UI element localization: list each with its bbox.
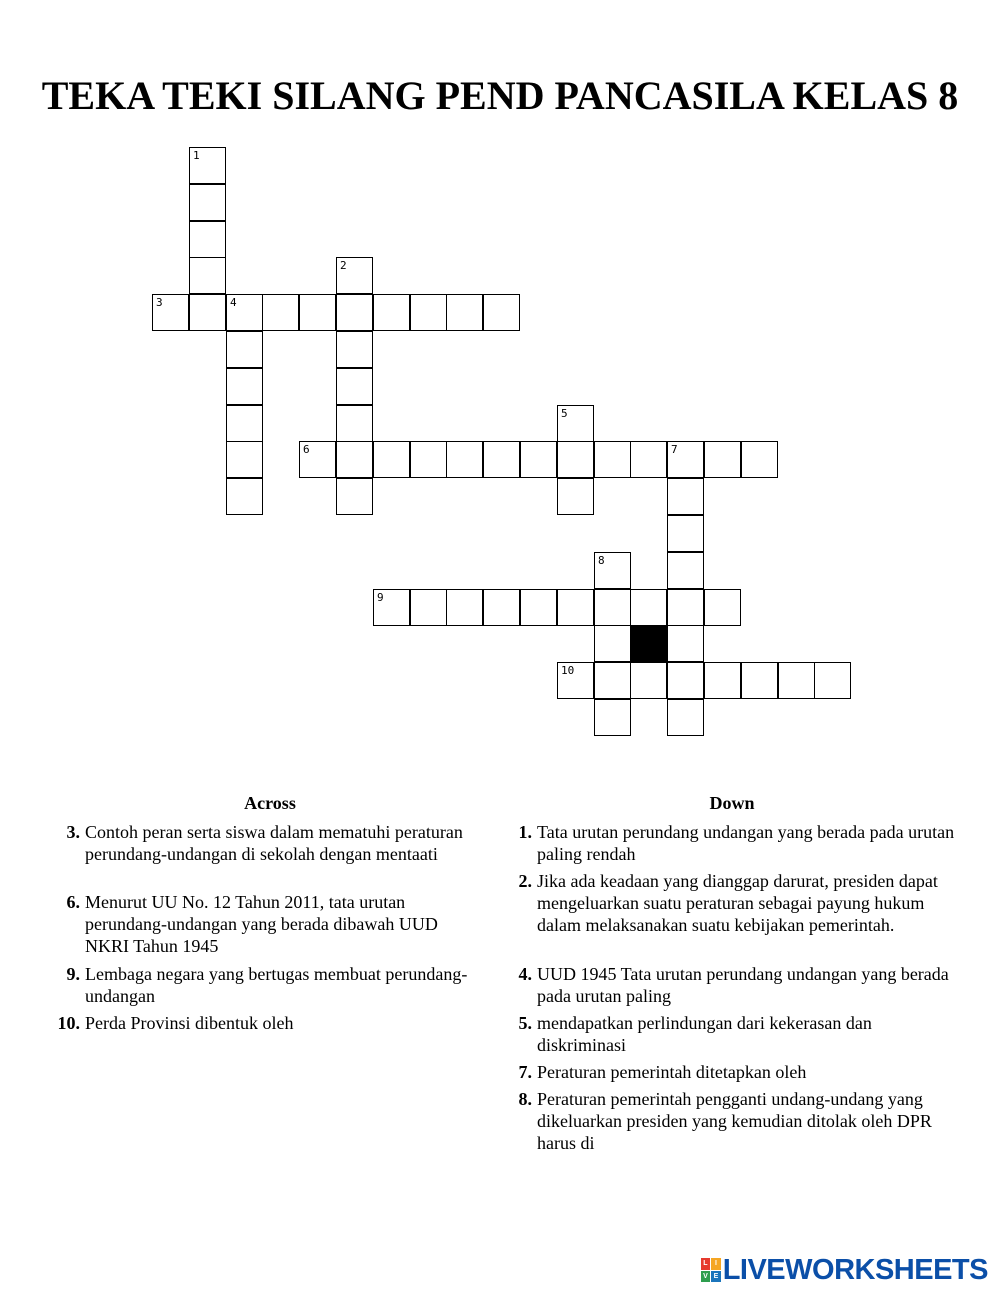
liveworksheets-icon: [701, 1258, 721, 1282]
cell-input[interactable]: [374, 590, 409, 625]
crossword-cell[interactable]: [594, 625, 631, 662]
cell-number: 7: [671, 443, 678, 456]
cell-input[interactable]: [668, 479, 703, 514]
crossword-cell[interactable]: [814, 662, 851, 699]
cell-input[interactable]: [705, 590, 740, 625]
cell-input[interactable]: [521, 590, 556, 625]
cell-number: 2: [340, 259, 347, 272]
cell-input[interactable]: [300, 295, 335, 330]
cell-input[interactable]: [742, 663, 777, 698]
crossword-cell[interactable]: [667, 625, 704, 662]
cell-input[interactable]: [668, 663, 703, 698]
clue-number: 10.: [57, 1013, 80, 1033]
crossword-cell[interactable]: [446, 294, 483, 331]
clue-number: 7.: [518, 1062, 532, 1082]
page-title: TEKA TEKI SILANG PEND PANCASILA KELAS 8: [41, 73, 959, 118]
clue-number: 5.: [518, 1013, 532, 1033]
clue-number: 6.: [66, 892, 80, 912]
crossword-cell[interactable]: [557, 405, 594, 442]
cell-input[interactable]: [227, 442, 262, 477]
crossword-cell[interactable]: [557, 662, 594, 699]
cell-input[interactable]: [337, 295, 372, 330]
cell-input[interactable]: [558, 479, 593, 514]
crossword-cell[interactable]: [741, 441, 778, 478]
cell-input[interactable]: [742, 442, 777, 477]
clue-text: mendapatkan perlindungan dari kekerasan dan diskriminasi: [537, 1013, 872, 1055]
cell-number: 3: [156, 296, 163, 309]
crossword-cell[interactable]: [336, 405, 373, 442]
crossword-cell[interactable]: [483, 294, 520, 331]
cell-input[interactable]: [337, 479, 372, 514]
crossword-cell[interactable]: [667, 441, 704, 478]
cell-input[interactable]: [595, 663, 630, 698]
cell-input[interactable]: [668, 700, 703, 735]
cell-input[interactable]: [779, 663, 814, 698]
clue-text: Peraturan pemerintah ditetapkan oleh: [537, 1062, 807, 1082]
cell-input[interactable]: [300, 442, 335, 477]
clue-text: Perda Provinsi dibentuk oleh: [85, 1013, 294, 1033]
cell-input[interactable]: [815, 663, 850, 698]
crossword-cell[interactable]: [520, 441, 557, 478]
crossword-cell[interactable]: [152, 294, 189, 331]
cell-input[interactable]: [705, 663, 740, 698]
crossword-cell[interactable]: [704, 589, 741, 626]
cell-input[interactable]: [521, 442, 556, 477]
crossword-cell[interactable]: [483, 441, 520, 478]
cell-input[interactable]: [190, 185, 225, 220]
cell-input[interactable]: [484, 590, 519, 625]
cell-input[interactable]: [411, 442, 446, 477]
cell-input[interactable]: [190, 295, 225, 330]
clue-text: Jika ada keadaan yang dianggap darurat, presiden dapat mengeluarkan suatu peraturan sebagai payung hukum dalam melaksanakan suatu kebijakan pemerintah.: [537, 871, 938, 935]
crossword-cell[interactable]: [410, 441, 447, 478]
cell-number: 5: [561, 407, 568, 420]
crossword-cell[interactable]: [667, 515, 704, 552]
crossword-cell[interactable]: [778, 662, 815, 699]
cell-input[interactable]: [558, 442, 593, 477]
crossword-cell[interactable]: [410, 589, 447, 626]
cell-number: 9: [377, 591, 384, 604]
crossword-cell[interactable]: [226, 441, 263, 478]
crossword-cell[interactable]: [336, 331, 373, 368]
logo-tile: L: [701, 1258, 711, 1270]
crossword-cell[interactable]: [741, 662, 778, 699]
cell-input[interactable]: [595, 553, 630, 588]
crossword-cell[interactable]: [226, 368, 263, 405]
cell-input[interactable]: [190, 148, 225, 183]
crossword-cell[interactable]: [299, 294, 336, 331]
clue-text: Lembaga negara yang bertugas membuat perundang-undangan: [85, 964, 468, 1006]
crossword-cell[interactable]: [667, 699, 704, 736]
crossword-cell[interactable]: [336, 441, 373, 478]
crossword-cell[interactable]: [262, 294, 299, 331]
crossword-cell[interactable]: [299, 441, 336, 478]
cell-number: 4: [230, 296, 237, 309]
logo-tile: V: [701, 1271, 711, 1283]
crossword-cell[interactable]: [520, 589, 557, 626]
clue-text: Contoh peran serta siswa dalam mematuhi peraturan perundang-undangan di sekolah dengan mentaati: [85, 822, 463, 864]
cell-input[interactable]: [558, 406, 593, 441]
logo-text: LIVEWORKSHEETS: [722, 1253, 988, 1286]
cell-input[interactable]: [558, 663, 593, 698]
crossword-cell[interactable]: [189, 294, 226, 331]
cell-input[interactable]: [337, 406, 372, 441]
crossword-cell[interactable]: [336, 478, 373, 515]
logo-tile: E: [711, 1271, 721, 1283]
cell-input[interactable]: [668, 553, 703, 588]
cell-input[interactable]: [153, 295, 188, 330]
crossword-cell[interactable]: [336, 257, 373, 294]
crossword-cell[interactable]: [594, 699, 631, 736]
clue-text: Tata urutan perundang undangan yang berada pada urutan paling rendah: [537, 822, 955, 864]
cell-input[interactable]: [595, 442, 630, 477]
crossword-cell[interactable]: [557, 441, 594, 478]
clue-number: 8.: [518, 1089, 532, 1109]
clue-text: Menurut UU No. 12 Tahun 2011, tata urutan perundang-undangan yang berada dibawah UUD NKRI Tahun 1945: [85, 892, 438, 956]
cell-input[interactable]: [595, 700, 630, 735]
crossword-cell[interactable]: [667, 662, 704, 699]
crossword-cell[interactable]: [446, 441, 483, 478]
clue-number: 9.: [66, 964, 80, 984]
cell-input[interactable]: [447, 442, 482, 477]
crossword-cell[interactable]: [226, 405, 263, 442]
cell-input[interactable]: [227, 332, 262, 367]
cell-input[interactable]: [411, 295, 446, 330]
crossword-cell[interactable]: [373, 589, 410, 626]
crossword-cell[interactable]: [189, 147, 226, 184]
cell-number: 6: [303, 443, 310, 456]
cell-input[interactable]: [337, 258, 372, 293]
clue-text: UUD 1945 Tata urutan perundang undangan yang berada pada urutan paling: [537, 964, 949, 1006]
cell-input[interactable]: [668, 626, 703, 661]
cell-input[interactable]: [227, 295, 262, 330]
down-heading: Down: [709, 793, 755, 813]
cell-input[interactable]: [447, 295, 482, 330]
blocked-cell: [630, 625, 667, 662]
crossword-cell[interactable]: [594, 662, 631, 699]
crossword-cell[interactable]: [373, 294, 410, 331]
crossword-cell[interactable]: [630, 589, 667, 626]
crossword-cell[interactable]: [594, 552, 631, 589]
crossword-cell[interactable]: [704, 441, 741, 478]
crossword-cell[interactable]: [410, 294, 447, 331]
crossword-cell[interactable]: [373, 441, 410, 478]
crossword-cell[interactable]: [189, 221, 226, 258]
clue-number: 2.: [518, 871, 532, 891]
cell-input[interactable]: [631, 590, 666, 625]
cell-input[interactable]: [558, 590, 593, 625]
cell-input[interactable]: [484, 295, 519, 330]
crossword-cell[interactable]: [667, 552, 704, 589]
crossword-cell[interactable]: [336, 294, 373, 331]
clue-number: 1.: [518, 822, 532, 842]
logo-tile: I: [711, 1258, 721, 1270]
cell-input[interactable]: [484, 442, 519, 477]
cell-input[interactable]: [411, 590, 446, 625]
crossword-cell[interactable]: [226, 294, 263, 331]
clue-number: 3.: [66, 822, 80, 842]
crossword-cell[interactable]: [446, 589, 483, 626]
cell-input[interactable]: [337, 332, 372, 367]
cell-input[interactable]: [190, 222, 225, 257]
crossword-cell[interactable]: [667, 589, 704, 626]
cell-input[interactable]: [227, 369, 262, 404]
crossword-cell[interactable]: [189, 257, 226, 294]
liveworksheets-logo: [701, 1254, 988, 1286]
cell-input[interactable]: [631, 442, 666, 477]
crossword-cell[interactable]: [557, 478, 594, 515]
crossword-cell[interactable]: [336, 368, 373, 405]
cell-number: 10: [561, 664, 575, 677]
cell-input[interactable]: [337, 369, 372, 404]
cell-input[interactable]: [374, 442, 409, 477]
cell-input[interactable]: [595, 626, 630, 661]
crossword-cell[interactable]: [189, 184, 226, 221]
cell-input[interactable]: [668, 442, 703, 477]
crossword-cell[interactable]: [630, 441, 667, 478]
cell-input[interactable]: [263, 295, 298, 330]
cell-number: 8: [598, 554, 605, 567]
cell-input[interactable]: [668, 516, 703, 551]
cell-input[interactable]: [447, 590, 482, 625]
crossword-cell[interactable]: [226, 331, 263, 368]
clue-text: Peraturan pemerintah pengganti undang-undang yang dikeluarkan presiden yang kemudian ditolak oleh DPR harus di: [537, 1089, 932, 1153]
crossword-cell[interactable]: [704, 662, 741, 699]
crossword-cell[interactable]: [630, 662, 667, 699]
crossword-cell[interactable]: [594, 441, 631, 478]
cell-input[interactable]: [668, 590, 703, 625]
cell-number: 1: [193, 149, 200, 162]
crossword-cell[interactable]: [667, 478, 704, 515]
cell-input[interactable]: [337, 442, 372, 477]
cell-input[interactable]: [595, 590, 630, 625]
cell-input[interactable]: [705, 442, 740, 477]
cell-input[interactable]: [631, 663, 666, 698]
crossword-cell[interactable]: [594, 589, 631, 626]
clue-number: 4.: [518, 964, 532, 984]
cell-input[interactable]: [190, 258, 225, 293]
cell-input[interactable]: [227, 479, 262, 514]
cell-input[interactable]: [374, 295, 409, 330]
crossword-cell[interactable]: [557, 589, 594, 626]
crossword-cell[interactable]: [226, 478, 263, 515]
crossword-cell[interactable]: [483, 589, 520, 626]
across-heading: Across: [244, 793, 296, 813]
cell-input[interactable]: [227, 406, 262, 441]
